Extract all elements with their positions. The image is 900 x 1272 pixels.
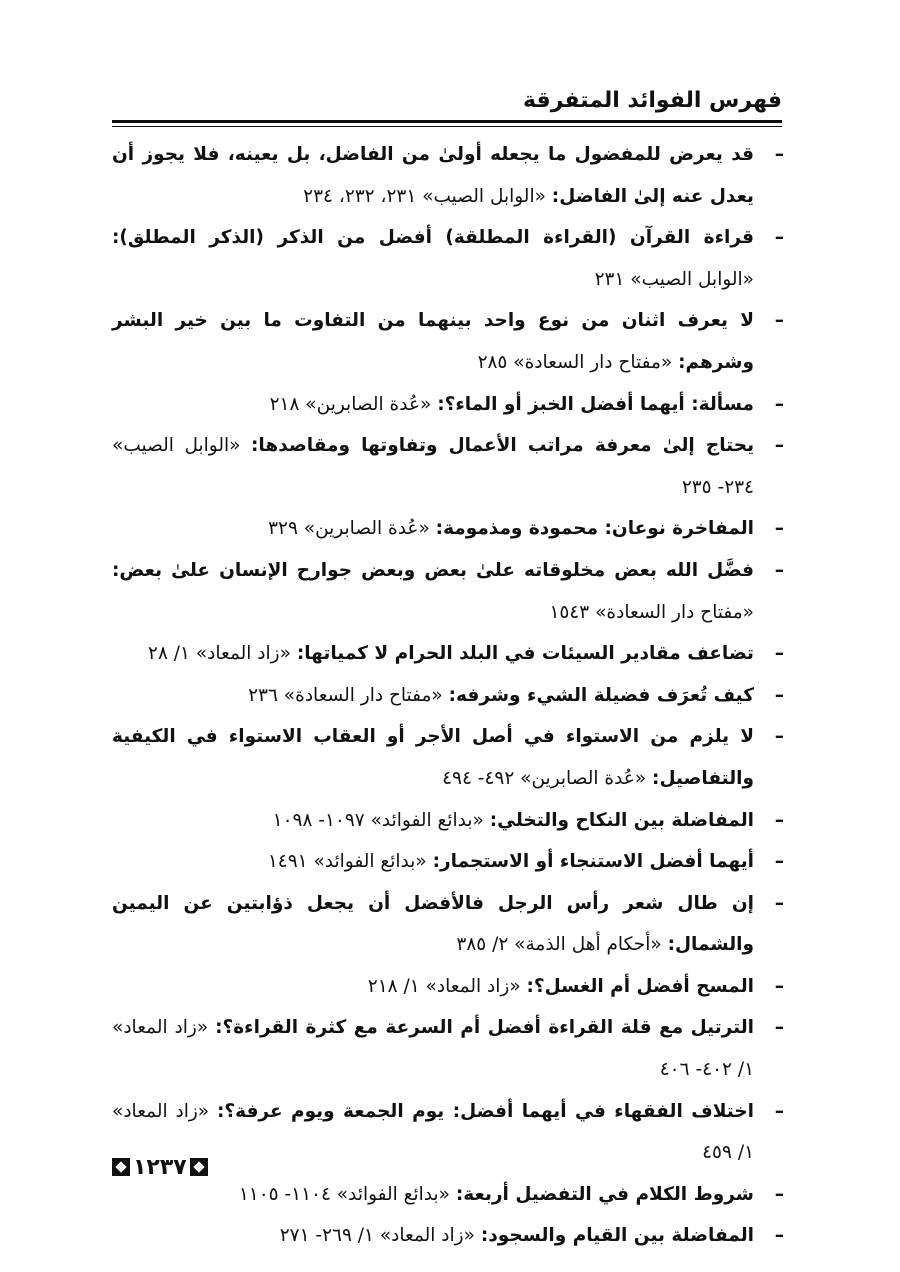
entry-topic: اختلاف الفقهاء في أيهما أفضل: يوم الجمعة ويوم عرفة؟: (216, 1100, 754, 1122)
index-entry (112, 1174, 784, 1216)
entry-source: «مفتاح دار السعادة» ٢٨٥ (477, 351, 673, 373)
entry-source: «بدائع الفوائد» ١٤٩١ (267, 851, 427, 873)
entry-source: «عُدة الصابرين» ٢١٨ (269, 393, 432, 415)
entry-topic: المسح أفضل أم الغسل؟: (526, 975, 754, 997)
entry-source: «عُدة الصابرين» ٣٢٩ (268, 518, 430, 540)
entry-source: «الوابل الصيب» ٢٣١، ٢٣٢، ٢٣٤ (303, 185, 546, 207)
dash-bullet: – (774, 1225, 784, 1247)
entry-source: «زاد المعاد» ١/ ٢١٨ (367, 975, 521, 997)
entry-topic: مسألة: أيهما أفضل الخبز أو الماء؟: (437, 393, 754, 415)
header-rule-thin (112, 126, 782, 127)
entry-source: «مفتاح دار السعادة» ٢٣٦ (248, 684, 443, 706)
entry-source: «أحكام أهل الذمة» ٢/ ٣٨٥ (456, 934, 662, 956)
ornament-left-icon (112, 1158, 130, 1176)
dash-bullet: – (774, 435, 784, 457)
dash-bullet: – (774, 975, 784, 997)
entry-source: «زاد المعاد» ١/ ٤٠٢- ٤٠٦ (112, 1017, 754, 1081)
entry-topic: كيف تُعرَف فضيلة الشيء وشرفه: (448, 684, 754, 706)
dash-bullet: – (774, 518, 784, 540)
dash-bullet: – (774, 684, 784, 706)
index-entry (112, 800, 784, 842)
entry-topic: الترتيل مع قلة القراءة أفضل أم السرعة مع كثرة القراءة؟: (215, 1017, 755, 1039)
entry-source: «زاد المعاد» ١/ ٤٥٩ (112, 1100, 754, 1164)
index-entry (112, 633, 784, 675)
index-entry (112, 966, 784, 1008)
header-rule-thick (112, 120, 782, 123)
entry-topic: يحتاج إلىٰ معرفة مراتب الأعمال وتفاوتها ومقاصدها: (251, 435, 755, 457)
index-entry (112, 425, 784, 508)
dash-bullet: – (774, 559, 784, 581)
index-entry (112, 508, 784, 550)
entry-topic: قراءة القرآن (القراءة المطلقة) أفضل من الذكر (الذكر المطلق): (112, 227, 754, 249)
dash-bullet: – (774, 393, 784, 415)
entry-topic: شروط الكلام في التفضيل أربعة: (455, 1183, 754, 1205)
index-entry (112, 1007, 784, 1090)
entry-topic: إن طال شعر رأس الرجل فالأفضل أن يجعل ذؤابتين عن اليمين والشمال: (112, 892, 754, 956)
page-title: فهرس الفوائد المتفرقة (522, 88, 782, 113)
index-entry (112, 217, 784, 300)
dash-bullet: – (774, 227, 784, 249)
entry-source: «بدائع الفوائد» ١٠٩٧- ١٠٩٨ (272, 809, 484, 831)
index-list (112, 134, 784, 1257)
index-entry (112, 883, 784, 966)
index-entry (112, 716, 784, 799)
index-entry (112, 1091, 784, 1174)
dash-bullet: – (774, 809, 784, 831)
ornament-right-icon (190, 1158, 208, 1176)
dash-bullet: – (774, 1017, 784, 1039)
index-entry (112, 841, 784, 883)
dash-bullet: – (774, 1183, 784, 1205)
entry-topic: لا يلزم من الاستواء في أصل الأجر أو العقاب الاستواء في الكيفية والتفاصيل: (112, 726, 754, 789)
entry-topic: المفاضلة بين النكاح والتخلي: (489, 809, 754, 831)
entry-topic: فضَّل الله بعض مخلوقاته علىٰ بعض وبعض جوارح الإنسان علىٰ بعض: (112, 559, 754, 581)
entry-topic: تضاعف مقادير السيئات في البلد الحرام لا كمياتها: (296, 643, 754, 665)
entry-topic: قد يعرض للمفضول ما يجعله أولىٰ من الفاضل، بل يعينه، فلا يجوز أن يعدل عنه إلىٰ الفاضل: (112, 144, 754, 207)
dash-bullet: – (774, 851, 784, 873)
index-entry (112, 300, 784, 383)
dash-bullet: – (774, 726, 784, 748)
running-header (112, 82, 782, 122)
entry-source: «الوابل الصيب» ٢٣١ (594, 268, 754, 290)
entry-source: «مفتاح دار السعادة» ١٥٤٣ (549, 601, 754, 623)
entry-source: «الوابل الصيب» ٢٣٤- ٢٣٥ (112, 435, 754, 498)
index-entry (112, 384, 784, 426)
index-entry (112, 134, 784, 217)
index-entry (112, 675, 784, 717)
dash-bullet: – (774, 643, 784, 665)
entry-source: «بدائع الفوائد» ١١٠٤- ١١٠٥ (238, 1183, 450, 1205)
dash-bullet: – (774, 892, 784, 914)
dash-bullet: – (774, 1100, 784, 1122)
entry-source: «زاد المعاد» ١/ ٢٦٩- ٢٧١ (279, 1225, 475, 1247)
index-entry (112, 1215, 784, 1257)
entry-topic: أيهما أفضل الاستنجاء أو الاستجمار: (432, 851, 754, 873)
entry-source: «زاد المعاد» ١/ ٢٨ (148, 643, 291, 665)
entry-source: «عُدة الصابرين» ٤٩٢- ٤٩٤ (442, 767, 647, 789)
dash-bullet: – (774, 310, 784, 332)
entry-topic: المفاضلة بين القيام والسجود: (480, 1225, 754, 1247)
dash-bullet: – (774, 144, 784, 165)
entry-topic: المفاخرة نوعان: محمودة ومذمومة: (435, 518, 754, 540)
page-number: ١٢٣٧ (133, 1154, 187, 1180)
page-number-footer (112, 1152, 208, 1182)
index-entry (112, 550, 784, 633)
entry-topic: لا يعرف اثنان من نوع واحد بينهما من التفاوت ما بين خير البشر وشرهم: (112, 310, 754, 373)
